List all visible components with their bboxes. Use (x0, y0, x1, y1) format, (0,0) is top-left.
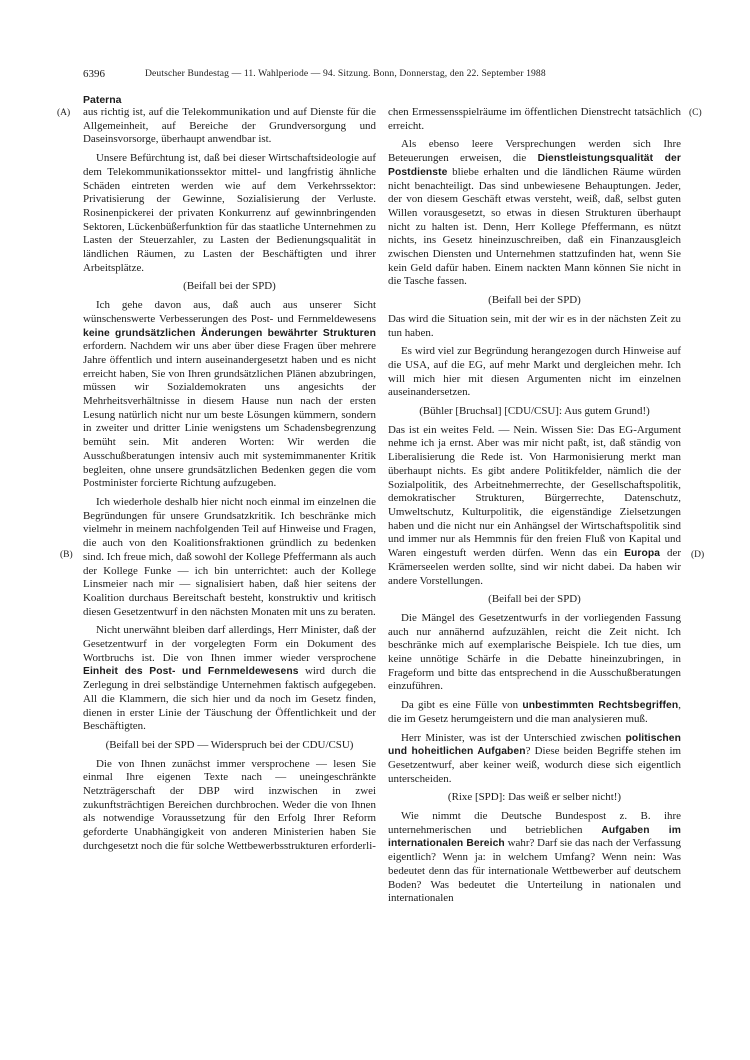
margin-mark-c: (C) (689, 108, 702, 118)
paragraph: Herr Minister, was ist der Unterschied zwischen politischen und hoheitlichen Aufgaben? Diese beiden Begriffe stehen im Gesetzentwurf, aber keiner weiß, wodurch diese sich eigentlich unterscheiden. (388, 731, 681, 785)
paragraph: Ich gehe davon aus, daß auch aus unserer Sicht wünschenswerte Verbesserungen des Post- und Fernmeldewesens keine grundsätzlichen Änderungen bewährter Strukturen erfordern. Nachdem wir uns aber über diese Fragen über mehrere Jahre öffentlich und intern auseinandergesetzt haben und es nicht erreicht haben, Sie von Ihren grundsätzlichen Plänen abzubringen, müssen wir Sozialdemokraten uns angesichts der Mehrheitsverhältnisse in diesem Hause nun nach der ersten Lesung natürlich nicht nur um beste Lösungen kümmern, sondern in zweiter und dritter Linie wenigstens um Schadensbegrenzung bemüht sein. Mit anderen Worten: Wir werden die Ausschußberatungen intensiv auch mit systemimmanenter Kritik begleiten, ohne unsere grundsätzlichen Bedenken gegen die vom Postminister forcierte Richtung aufzugeben. (83, 299, 376, 490)
running-title: Deutscher Bundestag — 11. Wahlperiode — 94. Sitzung. Bonn, Donnerstag, den 22. September 1988 (145, 68, 546, 79)
paragraph: aus richtig ist, auf die Telekommunikation und auf Dienste für die Allgemeinheit, auf Bereiche der Grundversorgung und Daseinsvorsorge, überhaupt anwendbar ist. (83, 106, 376, 146)
interjection: (Rixe [SPD]: Das weiß er selber nicht!) (447, 791, 622, 804)
interjection: (Bühler [Bruchsal] [CDU/CSU]: Aus gutem Grund!) (419, 405, 650, 418)
paragraph: Es wird viel zur Begründung herangezogen durch Hinweise auf die USA, auf die EG, auf mehr Markt und dergleichen mehr. Ich will mich hier mit diesen Argumenten nicht im einzelnen auseinandersetzen. (388, 345, 681, 399)
emphasis: politischen und hoheitlichen Aufgaben (388, 732, 681, 758)
interjection: (Beifall bei der SPD) (488, 294, 581, 307)
page-number: 6396 (83, 68, 105, 80)
left-column (83, 106, 376, 859)
paragraph: Die von Ihnen zunächst immer versprochene — lesen Sie einmal Ihre eigenen Texte nach — uneingeschränkte Netzträgerschaft der DBP wird inzwischen in zwei zukunftsträchtigen Bereichen durchbrochen. Weder die von Ihnen als notwendige Voraussetzung für den Erfolg Ihrer Reform geforderte Unabhängigkeit von anderen Ministerien haben Sie durchgesetzt noch die für solche Wettbewerbsstrukturen erforderli- (83, 757, 376, 852)
interjection: (Beifall bei der SPD) (488, 593, 581, 606)
paragraph: Das wird die Situation sein, mit der wir es in der nächsten Zeit zu tun haben. (388, 312, 681, 339)
speaker-name: Paterna (83, 94, 122, 106)
emphasis: Aufgaben im internationalen Bereich (388, 824, 681, 850)
margin-mark-d: (D) (691, 550, 705, 560)
emphasis: Einheit des Post- und Fernmeldewesens (83, 666, 299, 678)
emphasis: Dienstleistungsqualität der Postdienste (388, 153, 681, 178)
emphasis: keine grundsätzlichen Änderungen bewährter Strukturen (83, 327, 376, 339)
paragraph: Ich wiederhole deshalb hier nicht noch einmal im einzelnen die Begründungen für unsere Grundsatzkritik. Ich beschränke mich vielmehr in meinem nachfolgenden Teil auf Hinweise und Fragen, die auch von den Koalitionsfraktionen gründlich zu bedenken sind. Ich freue mich, daß sowohl der Kollege Pfeffermann als auch der Kollege Funke — ich bin unterrichtet: auch der Kollege Linsmeier nach mir — signalisiert haben, daß hier seitens der Koalition durchaus Bereitschaft besteht, konstruktiv und kritisch diesen Gesetzentwurf in den nächsten Monaten mit uns zu beraten. (83, 495, 376, 618)
paragraph: Unsere Befürchtung ist, daß bei dieser Wirtschaftsideologie auf dem Telekommunikationssektor mittel- und langfristig ähnliche Schäden eintreten werden wie auf dem Verkehrssektor: Privatisierung der Gewinne, Sozialisierung der Verluste. Rosinenpickerei der privaten Konkurrenz auf gewinnbringenden Sektoren, Lückenbüßerfunktion für das staatliche Unternehmen zu Lasten der Steuerzahler, zu Lasten der Bedienungsqualität in ländlichen Räumen, zu Lasten der Beschäftigten und ihrer Arbeitsplätze. (83, 152, 376, 274)
paragraph: Als ebenso leere Versprechungen werden sich Ihre Beteuerungen erweisen, die Dienstleistungsqualität der Postdienste bliebe erhalten und die ländlichen Räume würden nicht benachteiligt. Das sind unbewiesene Behauptungen. Jeder, der von diesem Geschäft etwas versteht, weiß, daß, selbst guten Willen vorausgesetzt, so etwas in diesen Strukturen überhaupt nicht zu halten ist. Denn, Herr Kollege Pfeffermann, es nützt nichts, ins Gesetz hineinzuschreiben, daß ein Finanzausgleich zwischen Diensten und Unternehmen stattzufinden hat, wenn Sie kein Geld dafür haben. Einem nackten Mann können Sie nicht in die Tasche fassen. (388, 138, 681, 288)
paragraph: chen Ermessensspielräume im öffentlichen Dienstrecht tatsächlich erreicht. (388, 106, 681, 132)
emphasis: Europa (624, 548, 661, 560)
margin-mark-a: (A) (57, 108, 71, 118)
emphasis: unbestimmten Rechtsbegriffen (522, 700, 679, 712)
paragraph: Das ist ein weites Feld. — Nein. Wissen Sie: Das EG-Argument nehme ich ja ernst. Aber was mir nicht paßt, ist, daß ständig von Liberalisierung die Rede ist. Von Harmonisierung merkt man überhaupt nichts. Es gibt andere Politikfelder, nämlich die der Sozialpolitik, des Arbeitnehmerrechte, der Gesellschaftspolitik, demokratischer Strukturen, Bürgerrechte, Datenschutz, Umweltschutz, Kulturpolitik, die eigenständige Zielsetzungen haben und die nicht nur ein Anhängsel der Wirtschaftspolitik sind und immer nur als Hemmnis für den freien Fluß von Kapital und Waren eingestuft werden dürfen. Wenn das ein Europa der Krämerseelen werden sollte, sind wir nicht dabei. Da haben wir andere Vorstellungen. (388, 423, 681, 587)
interjection: (Beifall bei der SPD — Widerspruch bei der CDU/CSU) (105, 738, 354, 751)
margin-mark-b: (B) (60, 550, 73, 560)
right-column (388, 106, 681, 911)
paragraph: Die Mängel des Gesetzentwurfs in der vorliegenden Fassung auch nur annähernd aufzuzählen, reicht die Zeit nicht. Ich beschränke mich auf exemplarische Beispiele. Ich tue dies, um keine unnötige Schärfe in die Debatte hineinzubringen, in Frageform und bitte das entsprechend in die Ausschußberatungen einzuführen. (388, 611, 681, 693)
paragraph: Da gibt es eine Fülle von unbestimmten Rechtsbegriffen, die im Gesetz herumgeistern und die man analysieren muß. (388, 699, 681, 725)
interjection: (Beifall bei der SPD) (183, 280, 276, 293)
running-header (83, 66, 703, 82)
paragraph: Wie nimmt die Deutsche Bundespost z. B. ihre unternehmerischen und betrieblichen Aufgaben im internationalen Bereich wahr? Darf sie das nach der Verfassung eigentlich? Wenn ja: in welchem Umfang? Wenn nein: Was bedeutet denn das für internationale Wettbewerber auf deutschem Boden? Was bedeutet die Unterteilung in nationalen und internationalen (388, 810, 682, 905)
paragraph: Nicht unerwähnt bleiben darf allerdings, Herr Minister, daß der Gesetzentwurf in der vorgelegten Form ein Dokument des Wortbruchs ist. Die von Ihnen immer wieder versprochene Einheit des Post- und Fernmeldewesens wird durch die Zerlegung in drei selbständige Unternehmen faktisch aufgegeben. All die Klammern, die sich hier und da noch im Gesetz finden, dienen in erster Linie der Täuschung der Öffentlichkeit und der Beschäftigten. (83, 624, 376, 733)
